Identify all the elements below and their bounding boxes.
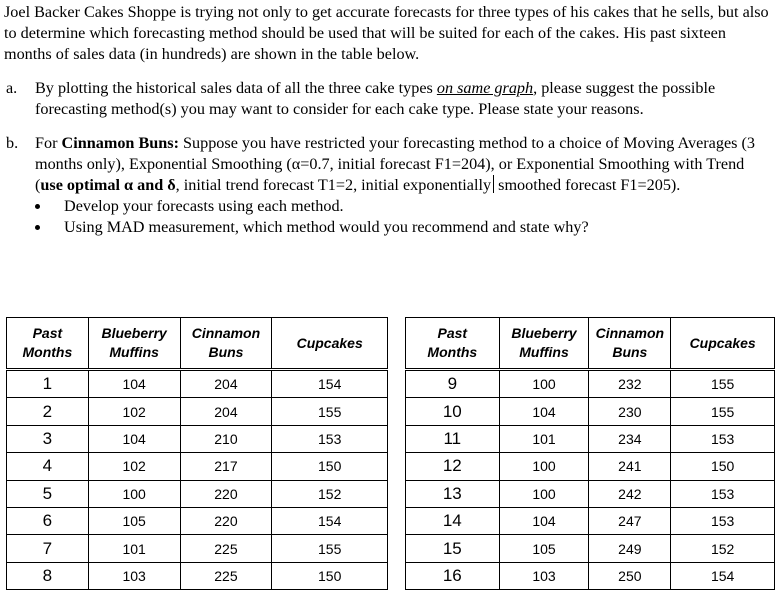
cell-cinnamon: 247	[589, 507, 671, 534]
cell-blueberry: 104	[88, 370, 180, 398]
cell-month: 15	[406, 535, 500, 562]
table-row	[406, 425, 775, 452]
document-body	[4, 2, 775, 238]
header-cinnamon-buns: Cinnamon Buns	[589, 318, 671, 370]
cell-blueberry: 103	[499, 562, 589, 589]
question-b-body	[35, 133, 775, 196]
cell-cupcakes: 155	[272, 398, 388, 425]
question-b	[4, 133, 775, 238]
cell-blueberry: 102	[88, 453, 180, 480]
cell-cinnamon: 204	[180, 398, 272, 425]
cell-cupcakes: 150	[272, 453, 388, 480]
cell-cupcakes: 154	[272, 507, 388, 534]
cell-cinnamon: 241	[589, 453, 671, 480]
bullet-text: Develop your forecasts using each method.	[64, 197, 344, 215]
cell-cinnamon: 225	[180, 535, 272, 562]
question-b-bullets	[33, 196, 775, 238]
cell-month: 7	[7, 535, 89, 562]
bullet-item	[33, 196, 775, 217]
table-row	[406, 398, 775, 425]
question-b-text-1: Suppose you have restricted your forecasting method to a choice of Moving Averages (3 months only), Exponential Smoothing (α=0.7, initial forecast F1=204), or Exponential Smoothing with Trend (	[35, 134, 755, 194]
cell-month: 6	[7, 507, 89, 534]
cell-month: 16	[406, 562, 500, 589]
cell-cupcakes: 153	[671, 480, 775, 507]
cell-blueberry: 104	[88, 425, 180, 452]
bullet-text: Using MAD measurement, which method would you recommend and state why?	[64, 218, 589, 236]
header-past-months: Past Months	[406, 318, 500, 370]
cell-blueberry: 102	[88, 398, 180, 425]
cell-month: 2	[7, 398, 89, 425]
cell-blueberry: 105	[499, 535, 589, 562]
table-row	[406, 535, 775, 562]
question-b-label: b.	[6, 134, 19, 152]
question-a	[4, 78, 775, 120]
table-row	[7, 370, 388, 398]
cell-cinnamon: 230	[589, 398, 671, 425]
cell-blueberry: 100	[88, 480, 180, 507]
cell-blueberry: 101	[88, 535, 180, 562]
cell-cupcakes: 153	[272, 425, 388, 452]
question-a-text-after: , please suggest the possible forecasting method(s) you may want to consider for each cake type. Please state your reasons.	[35, 79, 716, 118]
table-row	[7, 562, 388, 589]
table-header-row	[7, 318, 388, 370]
cell-cinnamon: 204	[180, 370, 272, 398]
cell-cinnamon: 220	[180, 480, 272, 507]
cell-cinnamon: 234	[589, 425, 671, 452]
cell-month: 1	[7, 370, 89, 398]
table-header-row	[406, 318, 775, 370]
cell-month: 3	[7, 425, 89, 452]
table-row	[406, 480, 775, 507]
bullet-item	[33, 217, 775, 238]
table-row	[7, 507, 388, 534]
table-row	[406, 453, 775, 480]
header-cupcakes: Cupcakes	[671, 318, 775, 370]
cell-cinnamon: 217	[180, 453, 272, 480]
cell-month: 11	[406, 425, 500, 452]
sales-table-right	[405, 317, 775, 590]
header-past-months: Past Months	[7, 318, 89, 370]
question-b-bold-text: use optimal α and δ	[40, 176, 176, 194]
cell-cupcakes: 154	[272, 370, 388, 398]
cell-month: 8	[7, 562, 89, 589]
table-row	[7, 453, 388, 480]
table-row	[406, 562, 775, 589]
text-cursor	[493, 175, 494, 193]
question-b-product: Cinnamon Buns:	[61, 134, 179, 152]
cell-blueberry: 100	[499, 370, 589, 398]
header-cinnamon-buns: Cinnamon Buns	[180, 318, 272, 370]
cell-cinnamon: 232	[589, 370, 671, 398]
table-row	[7, 425, 388, 452]
cell-blueberry: 101	[499, 425, 589, 452]
table-body-left	[7, 370, 388, 590]
cell-blueberry: 105	[88, 507, 180, 534]
cell-cupcakes: 155	[671, 398, 775, 425]
cell-month: 9	[406, 370, 500, 398]
cell-cinnamon: 250	[589, 562, 671, 589]
cell-cupcakes: 150	[272, 562, 388, 589]
cell-cinnamon: 210	[180, 425, 272, 452]
cell-cupcakes: 150	[671, 453, 775, 480]
cell-blueberry: 104	[499, 398, 589, 425]
header-cupcakes: Cupcakes	[272, 318, 388, 370]
sales-table-left	[6, 317, 388, 590]
question-a-label: a.	[6, 79, 18, 97]
cell-cupcakes: 153	[671, 425, 775, 452]
bullet-dot-icon	[35, 204, 40, 209]
table-row	[7, 535, 388, 562]
cell-cinnamon: 220	[180, 507, 272, 534]
table-body-right	[406, 370, 775, 590]
header-blueberry-muffins: Blueberry Muffins	[499, 318, 589, 370]
cell-cupcakes: 153	[671, 507, 775, 534]
intro-paragraph: Joel Backer Cakes Shoppe is trying not only to get accurate forecasts for three types of his cakes that he sells, but also to determine which forecasting method should be used that will be suited for each of the cakes. His past sixteen months of sales data (in hundreds) are shown in the table below.	[4, 3, 769, 63]
cell-cupcakes: 154	[671, 562, 775, 589]
table-row	[406, 507, 775, 534]
cell-cinnamon: 242	[589, 480, 671, 507]
cell-cupcakes: 152	[671, 535, 775, 562]
cell-blueberry: 100	[499, 480, 589, 507]
cell-month: 13	[406, 480, 500, 507]
table-row	[7, 398, 388, 425]
cell-month: 12	[406, 453, 500, 480]
cell-cupcakes: 152	[272, 480, 388, 507]
cell-month: 5	[7, 480, 89, 507]
cell-cinnamon: 225	[180, 562, 272, 589]
bullet-dot-icon	[35, 225, 40, 230]
cell-month: 10	[406, 398, 500, 425]
cell-month: 14	[406, 507, 500, 534]
question-b-for: For	[35, 134, 62, 152]
cell-cinnamon: 249	[589, 535, 671, 562]
cell-cupcakes: 155	[671, 370, 775, 398]
header-blueberry-muffins: Blueberry Muffins	[88, 318, 180, 370]
cell-cupcakes: 155	[272, 535, 388, 562]
cell-blueberry: 103	[88, 562, 180, 589]
cell-month: 4	[7, 453, 89, 480]
question-b-text-2: , initial trend forecast T1=2, initial exponentially smoothed forecast F1=205).	[175, 176, 681, 194]
cell-blueberry: 104	[499, 507, 589, 534]
question-a-text-before: By plotting the historical sales data of all the three cake types	[35, 79, 437, 97]
table-row	[406, 370, 775, 398]
cell-blueberry: 100	[499, 453, 589, 480]
table-row	[7, 480, 388, 507]
question-a-underlined: on same graph	[436, 79, 534, 97]
